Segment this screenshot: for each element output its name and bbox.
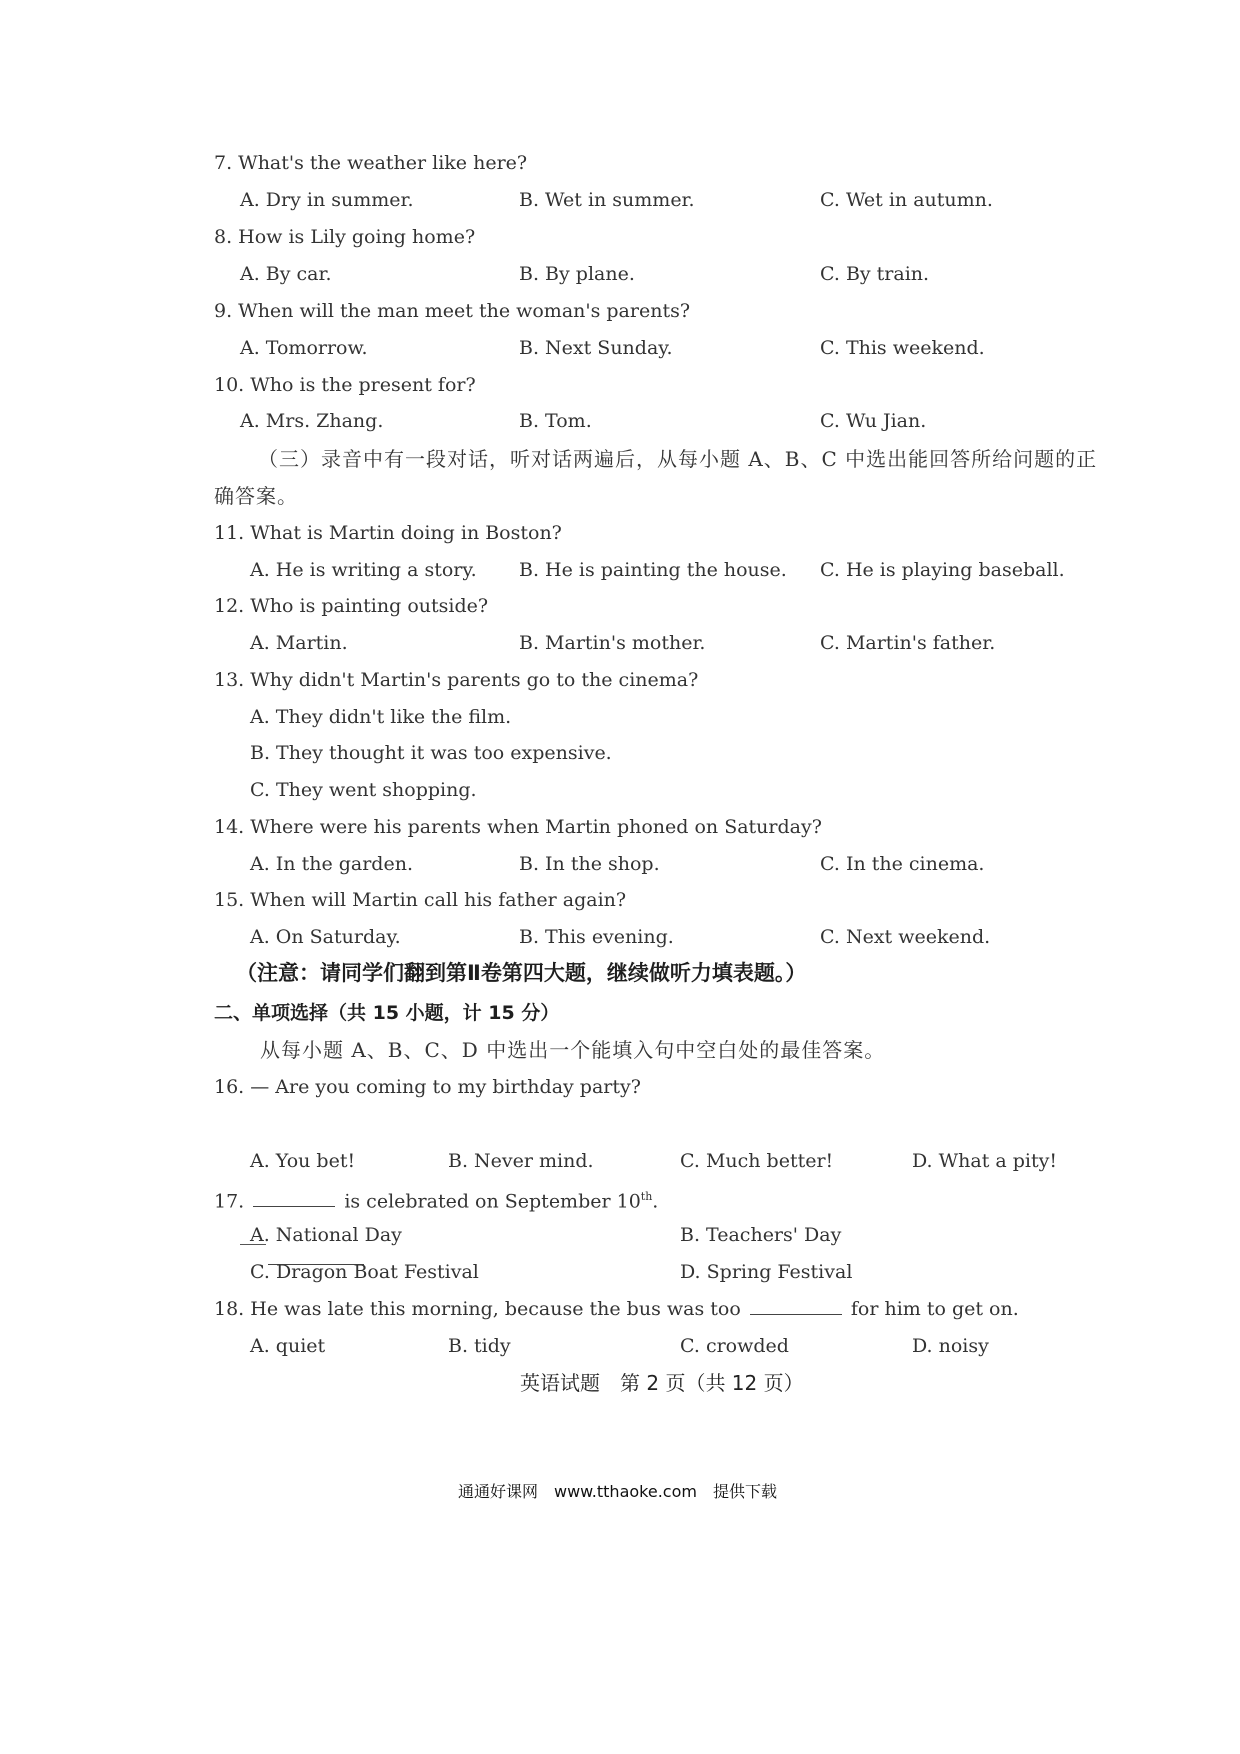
question-16-stem: 16. — Are you coming to my birthday party? — [214, 1076, 641, 1098]
question-11-option-c: C. He is playing baseball. — [820, 559, 1065, 581]
question-18-text-after: for him to get on. — [850, 1298, 1019, 1320]
question-12-option-c: C. Martin's father. — [820, 632, 996, 654]
question-11-option-a: A. He is writing a story. — [250, 559, 477, 581]
question-16-option-d: D. What a pity! — [912, 1150, 1058, 1172]
question-15-option-b: B. This evening. — [519, 926, 674, 948]
question-15-option-a: A. On Saturday. — [250, 926, 401, 948]
question-18-stem — [214, 1296, 1019, 1322]
question-14-option-b: B. In the shop. — [519, 853, 660, 875]
question-9-option-a: A. Tomorrow. — [240, 337, 368, 359]
section-2-instruction: 从每小题 A、B、C、D 中选出一个能填入句中空白处的最佳答案。 — [260, 1038, 886, 1062]
turn-page-note: （注意：请同学们翻到第Ⅱ卷第四大题，继续做听力填表题。） — [236, 961, 807, 985]
page-footer: 英语试题 第 2 页（共 12 页） — [520, 1371, 804, 1395]
question-14-stem: 14. Where were his parents when Martin phoned on Saturday? — [214, 816, 822, 838]
question-18-text-before: 18. He was late this morning, because the bus was too — [214, 1298, 741, 1320]
question-16-option-a: A. You bet! — [250, 1150, 356, 1172]
question-10-stem: 10. Who is the present for? — [214, 374, 476, 396]
question-8-option-b: B. By plane. — [519, 263, 635, 285]
question-7-option-c: C. Wet in autumn. — [820, 189, 993, 211]
question-8-option-c: C. By train. — [820, 263, 930, 285]
download-banner: 通通好课网 www.tthaoke.com 提供下载 — [458, 1482, 777, 1501]
question-17-period: . — [652, 1190, 659, 1213]
question-18-option-b: B. tidy — [448, 1335, 511, 1357]
question-18-option-c: C. crowded — [680, 1335, 789, 1357]
question-13-option-b: B. They thought it was too expensive. — [250, 742, 612, 764]
question-14-option-a: A. In the garden. — [250, 853, 413, 875]
question-8-stem: 8. How is Lily going home? — [214, 226, 476, 248]
question-9-option-b: B. Next Sunday. — [519, 337, 673, 359]
question-17-answer-blank — [253, 1188, 335, 1207]
question-17-text: is celebrated on September 10 — [344, 1190, 641, 1213]
question-10-option-c: C. Wu Jian. — [820, 410, 927, 432]
question-16-option-b: B. Never mind. — [448, 1150, 594, 1172]
question-8-option-a: A. By car. — [240, 263, 332, 285]
question-7-stem: 7. What's the weather like here? — [214, 152, 528, 174]
question-12-option-a: A. Martin. — [250, 632, 348, 654]
question-11-option-b: B. He is painting the house. — [519, 559, 787, 581]
question-12-stem: 12. Who is painting outside? — [214, 595, 489, 617]
question-16-option-c: C. Much better! — [680, 1150, 834, 1172]
question-13-option-c: C. They went shopping. — [250, 779, 477, 801]
question-17-option-a: A. National Day — [250, 1224, 402, 1246]
question-17-ordinal-suffix: th — [640, 1190, 653, 1203]
question-15-option-c: C. Next weekend. — [820, 926, 991, 948]
question-18-option-d: D. noisy — [912, 1335, 989, 1357]
question-11-stem: 11. What is Martin doing in Boston? — [214, 522, 562, 544]
question-17-option-c: C. Dragon Boat Festival — [250, 1261, 479, 1283]
question-13-option-a: A. They didn't like the film. — [250, 706, 512, 728]
part-3-instruction-continued: 确答案。 — [214, 484, 298, 508]
question-17-stem — [214, 1184, 658, 1214]
question-9-option-c: C. This weekend. — [820, 337, 985, 359]
section-2-title: 二、单项选择（共 15 小题，计 15 分） — [214, 1002, 560, 1024]
question-9-stem: 9. When will the man meet the woman's parents? — [214, 300, 691, 322]
question-10-option-a: A. Mrs. Zhang. — [240, 410, 384, 432]
question-7-option-b: B. Wet in summer. — [519, 189, 695, 211]
question-13-stem: 13. Why didn't Martin's parents go to the cinema? — [214, 669, 699, 691]
question-15-stem: 15. When will Martin call his father again? — [214, 889, 627, 911]
question-10-option-b: B. Tom. — [519, 410, 592, 432]
question-14-option-c: C. In the cinema. — [820, 853, 985, 875]
question-18-option-a: A. quiet — [250, 1335, 326, 1357]
question-17-option-b: B. Teachers' Day — [680, 1224, 842, 1246]
question-7-option-a: A. Dry in summer. — [240, 189, 414, 211]
part-3-instruction: （三）录音中有一段对话，听对话两遍后，从每小题 A、B、C 中选出能回答所给问题的正 — [258, 447, 1098, 471]
question-18-answer-blank — [750, 1296, 842, 1315]
question-12-option-b: B. Martin's mother. — [519, 632, 706, 654]
question-17-number: 17. — [214, 1190, 245, 1213]
question-17-option-d: D. Spring Festival — [680, 1261, 853, 1283]
